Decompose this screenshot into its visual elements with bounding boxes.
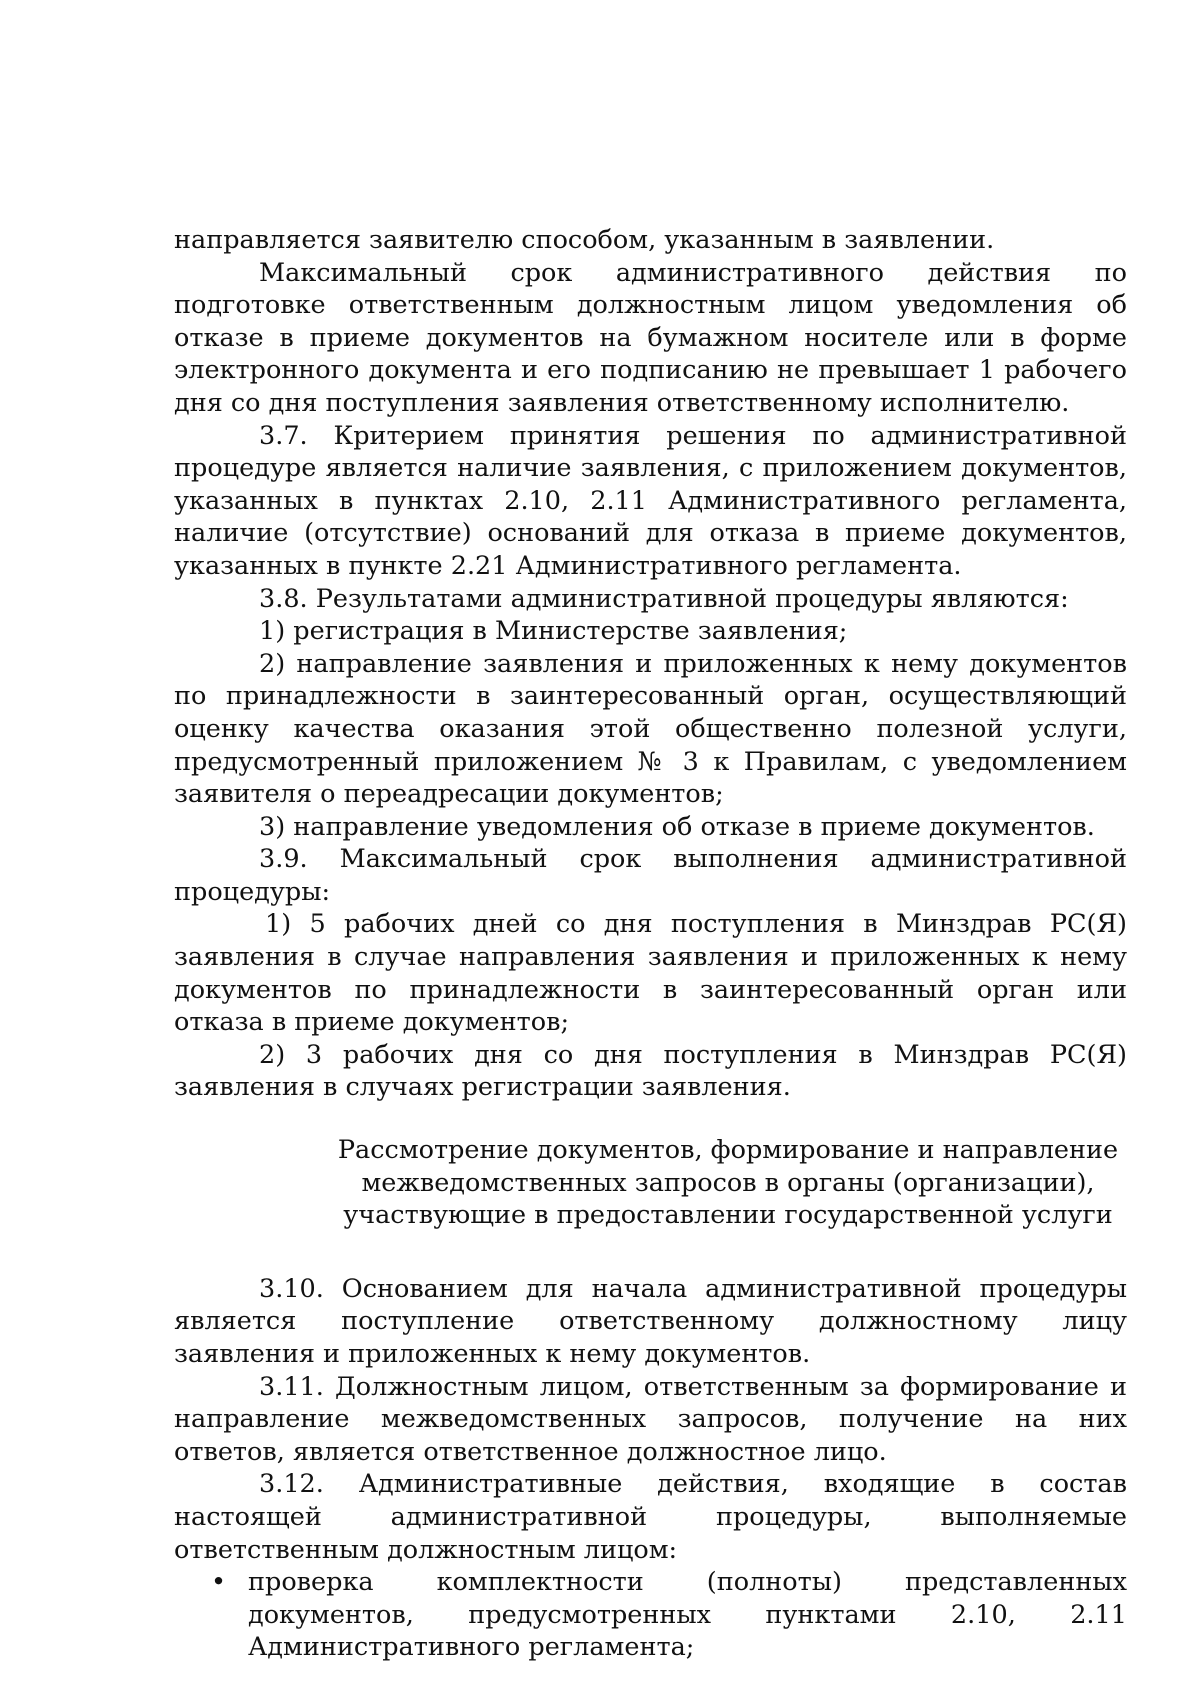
heading-line: участвующие в предоставлении государственной услуги bbox=[343, 1200, 1113, 1231]
document-body bbox=[174, 224, 1127, 1664]
paragraph: 3.11. Должностным лицом, ответственным за формирование и направление межведомственных запросов, получение на них ответов, является ответственное должностное лицо. bbox=[174, 1371, 1127, 1467]
paragraph: направляется заявителю способом, указанным в заявлении. bbox=[174, 225, 995, 255]
list-item bbox=[174, 1566, 1127, 1664]
bullet-icon: • bbox=[211, 1567, 227, 1598]
paragraph: 3.12. Административные действия, входящие в состав настоящей административной процедуры, выполняемые ответственным должностным лицом: bbox=[174, 1469, 1127, 1565]
paragraphs-top bbox=[174, 224, 1127, 1104]
paragraph: 2) направление заявления и приложенных к нему документов по принадлежности в заинтересованный орган, осуществляющий оценку качества оказания этой общественно полезной услуги, предусмотренный приложением № 3 к Правилам, с уведомлением заявителя о переадресации документов; bbox=[174, 648, 1127, 810]
list-item-text: проверка комплектности (полноты) представленных документов, предусмотренных пунктами 2.10, 2.11 Административного регламента; bbox=[248, 1567, 1127, 1663]
paragraph: 3.9. Максимальный срок выполнения административной процедуры: bbox=[174, 844, 1127, 907]
heading-line: межведомственных запросов в органы (организации), bbox=[361, 1167, 1095, 1198]
paragraph: 3.8. Результатами административной процедуры являются: bbox=[259, 583, 1069, 614]
paragraph: 1) 5 рабочих дней со дня поступления в Минздрав РС(Я) заявления в случае направления заявления и приложенных к нему документов по принадлежности в заинтересованный орган или отказа в приеме документов; bbox=[174, 909, 1127, 1038]
section-heading bbox=[174, 1134, 1127, 1232]
spacer bbox=[174, 1232, 1127, 1273]
paragraph: 1) регистрация в Министерстве заявления; bbox=[259, 616, 848, 647]
paragraph: 3) направление уведомления об отказе в приеме документов. bbox=[259, 811, 1095, 842]
paragraph: 3.7. Критерием принятия решения по административной процедуре является наличие заявления, с приложением документов, указанных в пунктах 2.10, 2.11 Административного регламента, наличие (отсутствие) оснований для отказа в приеме документов, указанных в пункте 2.21 Административного регламента. bbox=[174, 420, 1127, 581]
bullet-list bbox=[174, 1566, 1127, 1664]
heading-line: Рассмотрение документов, формирование и направление bbox=[337, 1135, 1119, 1166]
paragraph: Максимальный срок административного действия по подготовке ответственным должностным лицом уведомления об отказе в приеме документов на бумажном носителе или в форме электронного документа и его подписанию не превышает 1 рабочего дня со дня поступления заявления ответственному исполнителю. bbox=[174, 257, 1127, 418]
paragraph: 2) 3 рабочих дня со дня поступления в Минздрав РС(Я) заявления в случаях регистрации заявления. bbox=[174, 1039, 1127, 1103]
paragraphs-bottom bbox=[174, 1273, 1127, 1566]
paragraph: 3.10. Основанием для начала административной процедуры является поступление ответственному должностному лицу заявления и приложенных к нему документов. bbox=[174, 1273, 1127, 1369]
